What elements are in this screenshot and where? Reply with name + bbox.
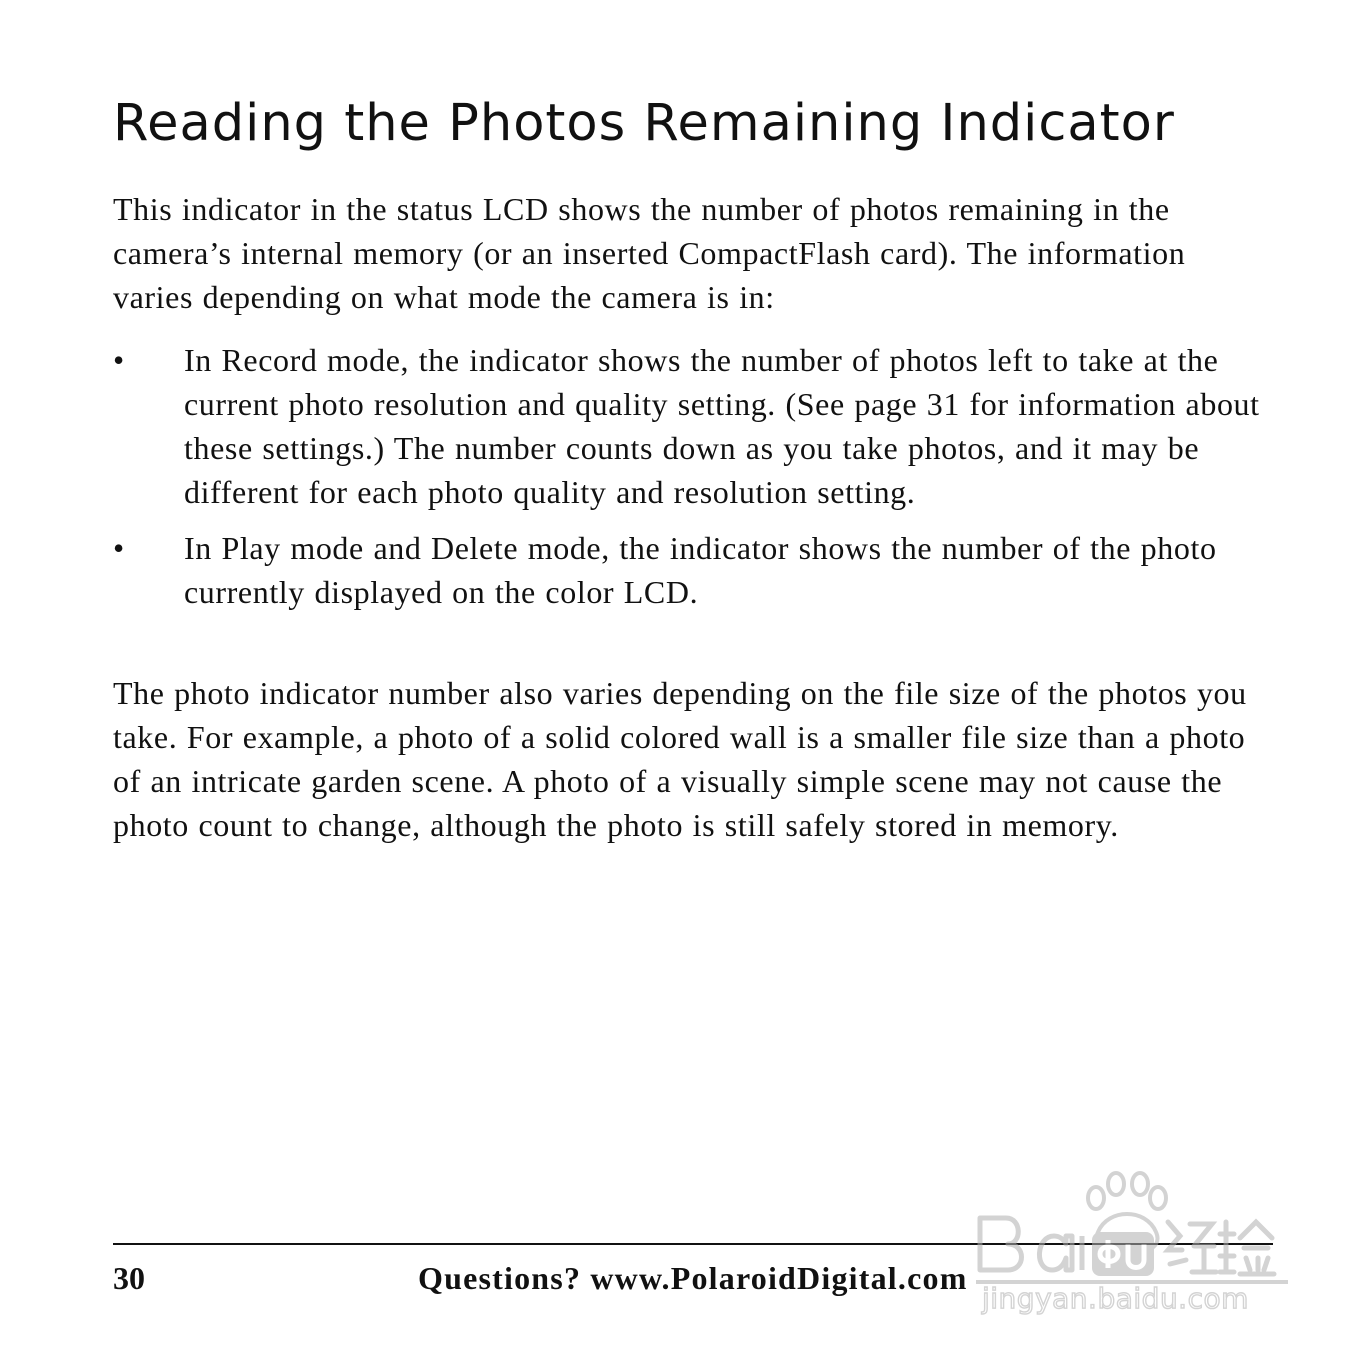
bullet-text-record-mode: In Record mode, the indicator shows the number of photos left to take at the current photo resolution and quality setting. (See page 31 for information about these settings.) The number counts down as you take photos, and it may be different for each photo quality and resolution setting. (184, 342, 1260, 510)
intro-paragraph: This indicator in the status LCD shows the number of photos remaining in the camera’s internal memory (or an inserted CompactFlash card). The information varies depending on what mode the camera is in: (113, 191, 1186, 315)
closing-paragraph: The photo indicator number also varies depending on the file size of the photos you take. For example, a photo of a solid colored wall is a smaller file size than a photo of an intricate garden scene. A photo of a visually simple scene may not cause the photo count to change, although the photo is still safely stored in memory. (113, 675, 1247, 843)
bullet-icon: • (113, 530, 125, 566)
page-title: Reading the Photos Remaining Indicator (113, 94, 1175, 153)
watermark-url-text: jingyan.baidu.com (982, 1282, 1249, 1315)
bullet-icon: • (113, 342, 125, 378)
footer-questions-url: Questions? www.PolaroidDigital.com (418, 1260, 968, 1296)
bullet-item-record-mode (113, 338, 1273, 514)
bullet-list (113, 338, 1273, 626)
bullet-text-play-mode: In Play mode and Delete mode, the indicator shows the number of the photo currently displayed on the color LCD. (184, 530, 1217, 610)
bullet-item-play-mode (113, 526, 1273, 614)
page-number: 30 (113, 1260, 145, 1296)
baidu-jingyan-watermark-logo (968, 1160, 1298, 1320)
